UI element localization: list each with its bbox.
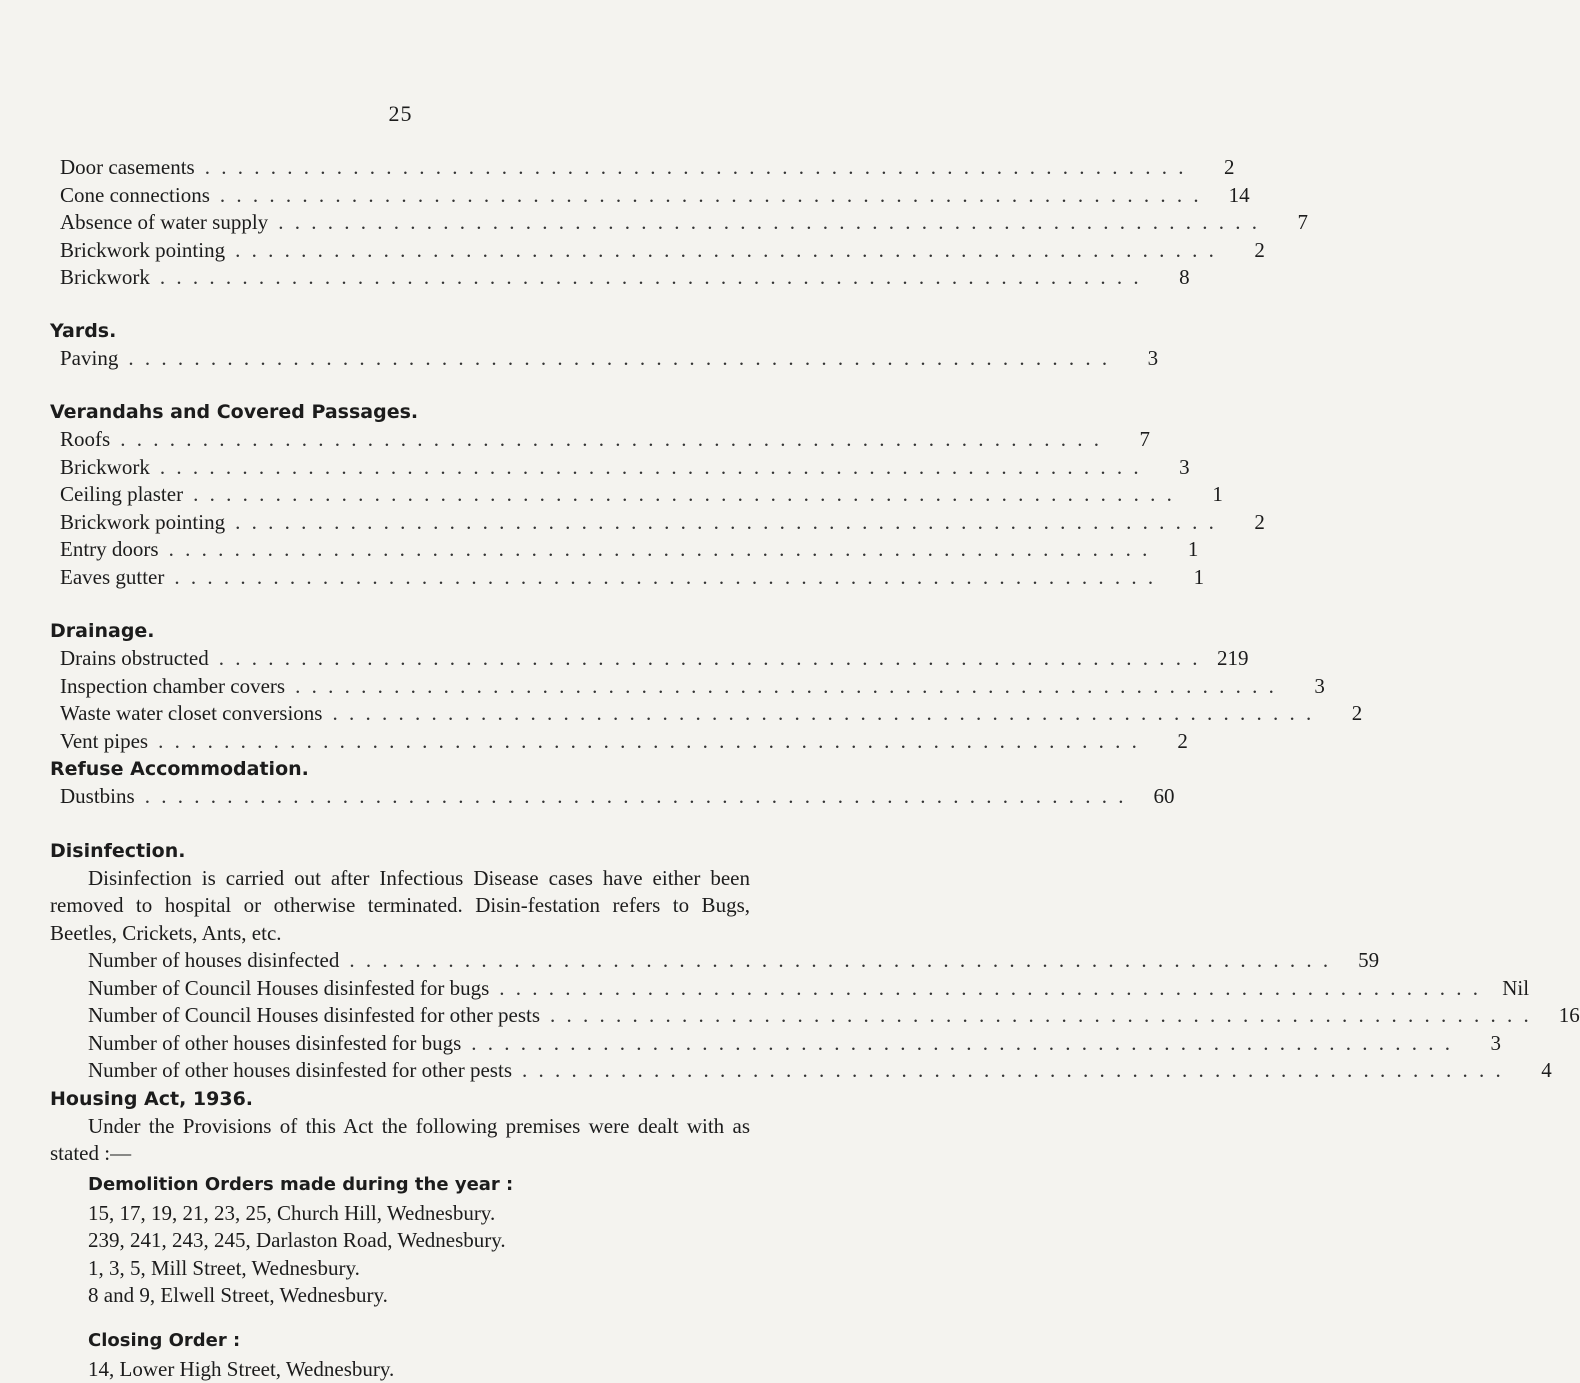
row-label: Ceiling plaster (60, 481, 183, 509)
list-row (50, 564, 750, 592)
list-row (50, 509, 750, 537)
list-row (50, 182, 750, 210)
dot-leader: . . . . . . . . . . . . . . . . . . . . . . . . . . . . . . . . . . . . . . . . . . . . . . . . . . . . . . . . . . . . (150, 264, 1152, 292)
disinfection-paragraph: Disinfection is carried out after Infectious Disease cases have either been removed to hospital or otherwise terminated. Disin-festation refers to Bugs, Beetles, Crickets, Ants, etc. (50, 865, 750, 948)
address-line: 14, Lower High Street, Wednesbury. (50, 1356, 750, 1383)
row-value: 4 (1514, 1057, 1552, 1085)
disinfection-heading: Disinfection. (50, 837, 750, 865)
list-row (50, 1057, 750, 1085)
list-row (50, 345, 750, 373)
row-value: 219 (1210, 645, 1248, 673)
row-value: 59 (1341, 947, 1379, 975)
dot-leader: . . . . . . . . . . . . . . . . . . . . . . . . . . . . . . . . . . . . . . . . . . . . . . . . . . . . . . . . . . . . (148, 728, 1150, 756)
row-label: Number of Council Houses disinfested for other pests (88, 1002, 540, 1030)
dot-leader: . . . . . . . . . . . . . . . . . . . . . . . . . . . . . . . . . . . . . . . . . . . . . . . . . . . . . . . . . . . . (322, 700, 1324, 728)
address-line: 239, 241, 243, 245, Darlaston Road, Wednesbury. (50, 1227, 750, 1255)
row-label: Door casements (60, 154, 195, 182)
dot-leader: . . . . . . . . . . . . . . . . . . . . . . . . . . . . . . . . . . . . . . . . . . . . . . . . . . . . . . . . . . . . (195, 154, 1197, 182)
list-row (50, 426, 750, 454)
row-value: 1 (1160, 536, 1198, 564)
list-row (50, 645, 750, 673)
dot-leader: . . . . . . . . . . . . . . . . . . . . . . . . . . . . . . . . . . . . . . . . . . . . . . . . . . . . . . . . . . . . (110, 426, 1112, 454)
closing-address-list (50, 1356, 750, 1383)
demolition-address-list (50, 1200, 750, 1310)
row-label: Brickwork pointing (60, 509, 225, 537)
address-line: 15, 17, 19, 21, 23, 25, Church Hill, Wednesbury. (50, 1200, 750, 1228)
dot-leader: . . . . . . . . . . . . . . . . . . . . . . . . . . . . . . . . . . . . . . . . . . . . . . . . . . . . . . . . . . . . (285, 673, 1287, 701)
housing-heading: Housing Act, 1936. (50, 1085, 750, 1113)
dot-leader: . . . . . . . . . . . . . . . . . . . . . . . . . . . . . . . . . . . . . . . . . . . . . . . . . . . . . . . . . . . . (164, 564, 1166, 592)
row-value: 2 (1227, 237, 1265, 265)
housing-paragraph: Under the Provisions of this Act the following premises were dealt with as stated :— (50, 1113, 750, 1168)
dot-leader: . . . . . . . . . . . . . . . . . . . . . . . . . . . . . . . . . . . . . . . . . . . . . . . . . . . . . . . . . . . . (540, 1002, 1542, 1030)
address-line: 8 and 9, Elwell Street, Wednesbury. (50, 1282, 750, 1310)
row-value: 7 (1270, 209, 1308, 237)
row-label: Absence of water supply (60, 209, 268, 237)
list-row (50, 264, 750, 292)
yards-list (50, 345, 750, 373)
row-label: Waste water closet conversions (60, 700, 322, 728)
list-row (50, 700, 750, 728)
list-row (50, 454, 750, 482)
dot-leader: . . . . . . . . . . . . . . . . . . . . . . . . . . . . . . . . . . . . . . . . . . . . . . . . . . . . . . . . . . . . (159, 536, 1161, 564)
document-body (50, 154, 750, 1383)
dot-leader: . . . . . . . . . . . . . . . . . . . . . . . . . . . . . . . . . . . . . . . . . . . . . . . . . . . . . . . . . . . . (489, 975, 1491, 1003)
closing-heading: Closing Order : (50, 1326, 750, 1356)
dot-leader: . . . . . . . . . . . . . . . . . . . . . . . . . . . . . . . . . . . . . . . . . . . . . . . . . . . . . . . . . . . . (225, 237, 1227, 265)
dot-leader: . . . . . . . . . . . . . . . . . . . . . . . . . . . . . . . . . . . . . . . . . . . . . . . . . . . . . . . . . . . . (339, 947, 1341, 975)
row-label: Inspection chamber covers (60, 673, 285, 701)
row-label: Roofs (60, 426, 110, 454)
top-items-list (50, 154, 750, 292)
demolition-heading: Demolition Orders made during the year : (50, 1170, 750, 1200)
list-row (50, 154, 750, 182)
row-value: 60 (1136, 783, 1174, 811)
row-label: Brickwork (60, 264, 150, 292)
list-row (50, 975, 750, 1003)
list-row (50, 209, 750, 237)
list-row (50, 783, 750, 811)
row-label: Entry doors (60, 536, 159, 564)
row-value: 14 (1212, 182, 1250, 210)
row-value: 2 (1324, 700, 1362, 728)
row-label: Cone connections (60, 182, 210, 210)
row-label: Paving (60, 345, 118, 373)
row-value: 3 (1152, 454, 1190, 482)
dot-leader: . . . . . . . . . . . . . . . . . . . . . . . . . . . . . . . . . . . . . . . . . . . . . . . . . . . . . . . . . . . . (461, 1030, 1463, 1058)
list-row (50, 237, 750, 265)
row-label: Number of houses disinfected (88, 947, 339, 975)
list-row (50, 536, 750, 564)
list-row (50, 1002, 750, 1030)
list-row (50, 481, 750, 509)
row-label: Brickwork (60, 454, 150, 482)
refuse-heading: Refuse Accommodation. (50, 755, 750, 783)
row-value: 2 (1150, 728, 1188, 756)
row-label: Brickwork pointing (60, 237, 225, 265)
refuse-list (50, 783, 750, 811)
drainage-heading: Drainage. (50, 617, 750, 645)
dot-leader: . . . . . . . . . . . . . . . . . . . . . . . . . . . . . . . . . . . . . . . . . . . . . . . . . . . . . . . . . . . . (209, 645, 1211, 673)
list-row (50, 1030, 750, 1058)
yards-heading: Yards. (50, 317, 750, 345)
row-value: 3 (1287, 673, 1325, 701)
dot-leader: . . . . . . . . . . . . . . . . . . . . . . . . . . . . . . . . . . . . . . . . . . . . . . . . . . . . . . . . . . . . (118, 345, 1120, 373)
row-value: 3 (1120, 345, 1158, 373)
dot-leader: . . . . . . . . . . . . . . . . . . . . . . . . . . . . . . . . . . . . . . . . . . . . . . . . . . . . . . . . . . . . (512, 1057, 1514, 1085)
dot-leader: . . . . . . . . . . . . . . . . . . . . . . . . . . . . . . . . . . . . . . . . . . . . . . . . . . . . . . . . . . . . (268, 209, 1270, 237)
page-number: 25 (0, 101, 801, 127)
dot-leader: . . . . . . . . . . . . . . . . . . . . . . . . . . . . . . . . . . . . . . . . . . . . . . . . . . . . . . . . . . . . (225, 509, 1227, 537)
row-value: Nil (1491, 975, 1529, 1003)
disinfection-list (50, 947, 750, 1085)
verandahs-heading: Verandahs and Covered Passages. (50, 398, 750, 426)
row-value: 16 (1542, 1002, 1580, 1030)
row-value: 3 (1463, 1030, 1501, 1058)
dot-leader: . . . . . . . . . . . . . . . . . . . . . . . . . . . . . . . . . . . . . . . . . . . . . . . . . . . . . . . . . . . . (150, 454, 1152, 482)
address-line: 1, 3, 5, Mill Street, Wednesbury. (50, 1255, 750, 1283)
dot-leader: . . . . . . . . . . . . . . . . . . . . . . . . . . . . . . . . . . . . . . . . . . . . . . . . . . . . . . . . . . . . (210, 182, 1212, 210)
row-value: 1 (1166, 564, 1204, 592)
verandahs-list (50, 426, 750, 591)
list-row (50, 728, 750, 756)
row-value: 8 (1152, 264, 1190, 292)
row-value: 7 (1112, 426, 1150, 454)
drainage-list (50, 645, 750, 755)
row-label: Vent pipes (60, 728, 148, 756)
row-value: 2 (1227, 509, 1265, 537)
row-label: Drains obstructed (60, 645, 209, 673)
row-value: 2 (1196, 154, 1234, 182)
list-row (50, 947, 750, 975)
row-label: Number of other houses disinfested for bugs (88, 1030, 461, 1058)
dot-leader: . . . . . . . . . . . . . . . . . . . . . . . . . . . . . . . . . . . . . . . . . . . . . . . . . . . . . . . . . . . . (183, 481, 1185, 509)
dot-leader: . . . . . . . . . . . . . . . . . . . . . . . . . . . . . . . . . . . . . . . . . . . . . . . . . . . . . . . . . . . . (135, 783, 1137, 811)
row-value: 1 (1185, 481, 1223, 509)
row-label: Dustbins (60, 783, 135, 811)
row-label: Number of other houses disinfested for other pests (88, 1057, 512, 1085)
row-label: Number of Council Houses disinfested for bugs (88, 975, 489, 1003)
list-row (50, 673, 750, 701)
row-label: Eaves gutter (60, 564, 164, 592)
